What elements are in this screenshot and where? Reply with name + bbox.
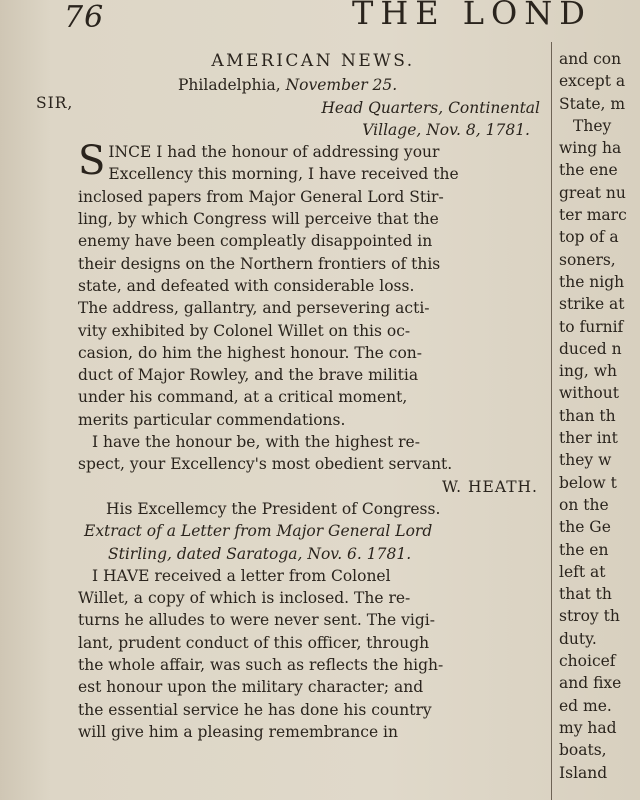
text-line: inclosed papers from Major General Lord Stir- <box>78 187 444 206</box>
right-column-line: ther int <box>559 429 618 448</box>
right-column-line: to furnif <box>559 317 624 336</box>
text-line: enemy have been compleatly disappointed in <box>78 232 433 251</box>
text-line: lant, prudent conduct of this officer, through <box>78 633 430 652</box>
headquarters-date-text: Village, Nov. 8, 1781. <box>362 120 530 139</box>
right-column <box>559 48 640 784</box>
right-column-line: top of a <box>559 228 619 247</box>
right-column-line: duced n <box>559 339 622 358</box>
right-column-line: and con <box>559 50 622 68</box>
dateline-place: Philadelphia, <box>178 76 286 95</box>
text-line: the whole affair, was such as reflects the high- <box>78 656 444 675</box>
dateline <box>178 74 548 96</box>
right-column-line: choicef <box>559 652 616 671</box>
extract-heading-line-2: Stirling, dated Saratoga, Nov. 6. 1781. <box>108 544 412 563</box>
text-line: Excellency this morning, I have received the <box>108 165 459 184</box>
column-divider <box>551 42 552 800</box>
right-column-line: soners, <box>559 250 616 269</box>
right-column-line: ter marc <box>559 206 627 225</box>
text-line: state, and defeated with considerable loss. <box>78 276 415 295</box>
right-column-line: that th <box>559 585 612 604</box>
text-line: casion, do him the highest honour. The con- <box>78 343 423 362</box>
text-line: turns he alludes to were never sent. The vigi- <box>78 611 435 630</box>
text-line: will give him a pleasing remembrance in <box>78 722 398 741</box>
right-column-line: ed me. <box>559 696 612 715</box>
right-column-line: duty. <box>559 629 597 648</box>
right-column-line: below t <box>559 473 617 492</box>
letter-closing <box>78 431 548 476</box>
right-column-line: the Ge <box>559 518 611 537</box>
text-line: Willet, a copy of which is inclosed. The re- <box>78 589 411 608</box>
right-column-line: strike at <box>559 295 625 314</box>
text-line: under his command, at a critical moment, <box>78 388 408 407</box>
text-line: I have the honour be, with the highest re- <box>92 433 420 452</box>
right-column-line: and fixe <box>559 674 622 693</box>
right-column-line: left at <box>559 562 606 581</box>
left-column <box>78 50 548 743</box>
extract-heading-line-1: Extract of a Letter from Major General Lord <box>84 522 433 541</box>
right-column-line: except a <box>559 72 626 91</box>
addressee: His Excellemcy the President of Congress. <box>106 499 441 518</box>
right-column-line: the nigh <box>559 272 625 291</box>
right-column-line: the en <box>559 540 609 559</box>
right-column-line: than th <box>559 406 616 425</box>
right-column-line: State, m <box>559 94 626 113</box>
right-column-line: stroy th <box>559 607 620 626</box>
right-column-line: the ene <box>559 161 618 180</box>
letter-paragraph-1 <box>78 138 548 431</box>
masthead-title: THE LOND <box>352 0 592 32</box>
text-line: the essential service he has done his country <box>78 700 432 719</box>
text-line: their designs on the Northern frontiers of this <box>78 254 441 273</box>
text-line: ling, by which Congress will perceive that the <box>78 210 439 229</box>
dateline-date: November 25. <box>285 76 398 95</box>
right-column-line: my had <box>559 718 617 737</box>
salutation: SIR, <box>36 94 74 112</box>
right-column-line: without <box>559 384 619 403</box>
text-line: est honour upon the military character; and <box>78 678 424 697</box>
headquarters-line: Head Quarters, Continental <box>321 98 540 117</box>
drop-cap: S <box>78 138 106 185</box>
right-column-line: wing ha <box>559 139 622 158</box>
text-line: duct of Major Rowley, and the brave militia <box>78 366 419 385</box>
text-line: vity exhibited by Colonel Willet on this oc- <box>78 321 411 340</box>
right-column-line: Island <box>559 763 608 782</box>
section-title: AMERICAN NEWS. <box>211 51 415 71</box>
right-column-line: ing, wh <box>559 362 617 381</box>
right-column-line: they w <box>559 451 612 470</box>
right-column-line: They <box>573 116 612 135</box>
text-line: spect, your Excellency's most obedient servant. <box>78 455 453 474</box>
right-column-line: great nu <box>559 183 626 202</box>
text-line: The address, gallantry, and persevering acti- <box>78 299 430 318</box>
right-column-line: boats, <box>559 741 607 760</box>
signature: W. HEATH. <box>441 477 538 496</box>
right-column-line: on the <box>559 495 609 514</box>
text-line: I HAVE received a letter from Colonel <box>92 566 391 585</box>
page-number: 76 <box>64 0 105 35</box>
headquarters-date <box>78 119 548 141</box>
text-line: merits particular commendations. <box>78 410 346 429</box>
text-line: INCE I had the honour of addressing your <box>108 143 440 162</box>
letter-paragraph-2 <box>78 565 548 743</box>
